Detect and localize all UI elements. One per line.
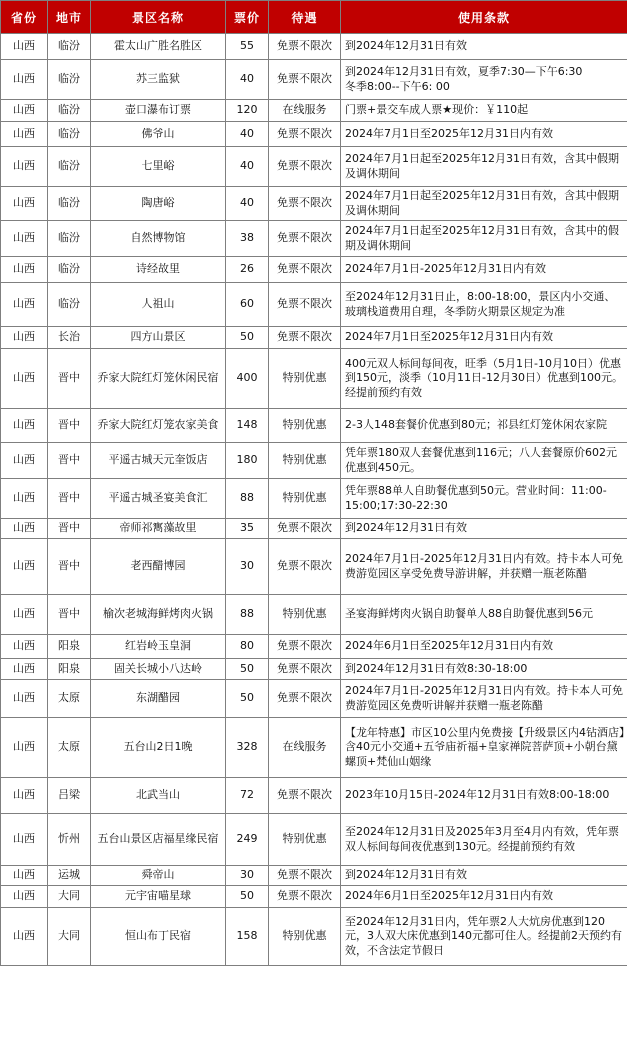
table-row xyxy=(1,519,627,539)
cell-price: 30 xyxy=(226,866,269,886)
table-row xyxy=(1,595,627,635)
table-row xyxy=(1,409,627,443)
cell-province: 山西 xyxy=(1,519,48,539)
cell-terms: 400元双人标间每间夜，旺季（5月1日-10月10日）优惠到150元，淡季（10月11日-12月30日）优惠到100元。经提前预约有效 xyxy=(341,349,627,409)
cell-terms: 2024年7月1日-2025年12月31日内有效 xyxy=(341,257,627,283)
cell-benefit: 免票不限次 xyxy=(269,539,341,595)
table-row xyxy=(1,327,627,349)
cell-city: 晋中 xyxy=(48,539,91,595)
cell-city: 吕梁 xyxy=(48,778,91,814)
cell-attraction: 苏三监狱 xyxy=(91,60,226,100)
cell-benefit: 特别优惠 xyxy=(269,479,341,519)
cell-attraction: 平遥古城天元奎饭店 xyxy=(91,443,226,479)
cell-city: 临汾 xyxy=(48,221,91,257)
cell-benefit: 免票不限次 xyxy=(269,187,341,221)
cell-city: 临汾 xyxy=(48,34,91,60)
table-row xyxy=(1,680,627,718)
cell-attraction: 固关长城小八达岭 xyxy=(91,659,226,680)
cell-province: 山西 xyxy=(1,635,48,659)
cell-benefit: 免票不限次 xyxy=(269,659,341,680)
cell-attraction: 北武当山 xyxy=(91,778,226,814)
table-row xyxy=(1,221,627,257)
cell-price: 50 xyxy=(226,886,269,908)
cell-terms: 2024年6月1日至2025年12月31日内有效 xyxy=(341,886,627,908)
cell-attraction: 榆次老城海鲜烤肉火锅 xyxy=(91,595,226,635)
cell-price: 88 xyxy=(226,479,269,519)
cell-terms: 凭年票180双人套餐优惠到116元；八人套餐原价602元优惠到450元。 xyxy=(341,443,627,479)
cell-price: 180 xyxy=(226,443,269,479)
cell-price: 38 xyxy=(226,221,269,257)
cell-city: 阳泉 xyxy=(48,659,91,680)
cell-terms: 2024年7月1日-2025年12月31日内有效。持卡本人可免费游览园区享受免费导游讲解，并获赠一瓶老陈醋 xyxy=(341,539,627,595)
cell-terms: 2024年7月1日至2025年12月31日内有效 xyxy=(341,122,627,147)
table-row xyxy=(1,257,627,283)
cell-province: 山西 xyxy=(1,257,48,283)
cell-terms: 2-3人148套餐价优惠到80元；祁县红灯笼休闲农家院 xyxy=(341,409,627,443)
cell-benefit: 特别优惠 xyxy=(269,409,341,443)
cell-province: 山西 xyxy=(1,221,48,257)
cell-city: 临汾 xyxy=(48,100,91,122)
cell-attraction: 佛爷山 xyxy=(91,122,226,147)
cell-price: 249 xyxy=(226,814,269,866)
cell-benefit: 特别优惠 xyxy=(269,595,341,635)
cell-province: 山西 xyxy=(1,443,48,479)
cell-benefit: 免票不限次 xyxy=(269,778,341,814)
cell-province: 山西 xyxy=(1,409,48,443)
cell-city: 运城 xyxy=(48,866,91,886)
cell-price: 72 xyxy=(226,778,269,814)
table-row xyxy=(1,814,627,866)
cell-benefit: 免票不限次 xyxy=(269,257,341,283)
cell-attraction: 乔家大院红灯笼农家美食 xyxy=(91,409,226,443)
cell-province: 山西 xyxy=(1,908,48,966)
cell-attraction: 老西醋博园 xyxy=(91,539,226,595)
cell-attraction: 乔家大院红灯笼休闲民宿 xyxy=(91,349,226,409)
table-row xyxy=(1,635,627,659)
cell-price: 120 xyxy=(226,100,269,122)
cell-city: 太原 xyxy=(48,680,91,718)
cell-price: 60 xyxy=(226,283,269,327)
cell-city: 大同 xyxy=(48,886,91,908)
cell-terms: 至2024年12月31日止，8:00-18:00，景区内小交通、玻璃栈道费用自理，冬季防火期景区规定为准 xyxy=(341,283,627,327)
cell-terms: 2024年7月1日起至2025年12月31日有效，含其中假期及调休期间 xyxy=(341,147,627,187)
table-row xyxy=(1,886,627,908)
cell-terms: 到2024年12月31日有效8:30-18:00 xyxy=(341,659,627,680)
cell-terms: 2024年7月1日-2025年12月31日内有效。持卡本人可免费游览园区免费听讲解并获赠一瓶老陈醋 xyxy=(341,680,627,718)
cell-province: 山西 xyxy=(1,349,48,409)
cell-province: 山西 xyxy=(1,100,48,122)
header-price: 票价 xyxy=(226,1,269,34)
cell-city: 晋中 xyxy=(48,349,91,409)
cell-province: 山西 xyxy=(1,659,48,680)
cell-attraction: 平遥古城圣宴美食汇 xyxy=(91,479,226,519)
cell-terms: 2024年6月1日至2025年12月31日内有效 xyxy=(341,635,627,659)
cell-city: 临汾 xyxy=(48,187,91,221)
cell-attraction: 自然博物馆 xyxy=(91,221,226,257)
cell-attraction: 帝师祁寯藻故里 xyxy=(91,519,226,539)
cell-terms: 2023年10月15日-2024年12月31日有效8:00-18:00 xyxy=(341,778,627,814)
cell-terms: 至2024年12月31日及2025年3月至4月内有效，凭年票双人标间每间夜优惠到130元。经提前预约有效 xyxy=(341,814,627,866)
cell-city: 晋中 xyxy=(48,595,91,635)
cell-benefit: 免票不限次 xyxy=(269,60,341,100)
cell-terms: 凭年票88单人自助餐优惠到50元。营业时间：11:00-15:00;17:30-22:30 xyxy=(341,479,627,519)
table-row xyxy=(1,34,627,60)
cell-terms: 2024年7月1日起至2025年12月31日有效，含其中的假期及调休期间 xyxy=(341,221,627,257)
table-row xyxy=(1,718,627,778)
cell-province: 山西 xyxy=(1,595,48,635)
cell-benefit: 免票不限次 xyxy=(269,327,341,349)
table-row xyxy=(1,349,627,409)
cell-attraction: 五台山2日1晚 xyxy=(91,718,226,778)
cell-attraction: 诗经故里 xyxy=(91,257,226,283)
cell-price: 80 xyxy=(226,635,269,659)
cell-price: 35 xyxy=(226,519,269,539)
cell-attraction: 陶唐峪 xyxy=(91,187,226,221)
cell-terms: 到2024年12月31日有效 xyxy=(341,866,627,886)
cell-city: 临汾 xyxy=(48,283,91,327)
cell-benefit: 免票不限次 xyxy=(269,886,341,908)
cell-province: 山西 xyxy=(1,680,48,718)
cell-price: 26 xyxy=(226,257,269,283)
table-row xyxy=(1,187,627,221)
cell-province: 山西 xyxy=(1,147,48,187)
cell-price: 55 xyxy=(226,34,269,60)
cell-city: 晋中 xyxy=(48,443,91,479)
cell-benefit: 免票不限次 xyxy=(269,34,341,60)
cell-city: 晋中 xyxy=(48,519,91,539)
table-row xyxy=(1,659,627,680)
table-row xyxy=(1,908,627,966)
cell-price: 88 xyxy=(226,595,269,635)
cell-benefit: 免票不限次 xyxy=(269,221,341,257)
cell-price: 40 xyxy=(226,187,269,221)
cell-terms: 2024年7月1日至2025年12月31日内有效 xyxy=(341,327,627,349)
cell-province: 山西 xyxy=(1,327,48,349)
cell-benefit: 在线服务 xyxy=(269,718,341,778)
cell-price: 40 xyxy=(226,122,269,147)
cell-price: 50 xyxy=(226,659,269,680)
cell-benefit: 免票不限次 xyxy=(269,519,341,539)
cell-attraction: 舜帝山 xyxy=(91,866,226,886)
cell-benefit: 特别优惠 xyxy=(269,443,341,479)
table-row xyxy=(1,283,627,327)
header-terms: 使用条款 xyxy=(341,1,627,34)
cell-province: 山西 xyxy=(1,718,48,778)
cell-benefit: 免票不限次 xyxy=(269,122,341,147)
cell-city: 临汾 xyxy=(48,257,91,283)
cell-province: 山西 xyxy=(1,34,48,60)
cell-benefit: 特别优惠 xyxy=(269,349,341,409)
cell-province: 山西 xyxy=(1,479,48,519)
cell-province: 山西 xyxy=(1,283,48,327)
cell-city: 临汾 xyxy=(48,60,91,100)
cell-price: 328 xyxy=(226,718,269,778)
cell-price: 148 xyxy=(226,409,269,443)
header-city: 地市 xyxy=(48,1,91,34)
cell-benefit: 免票不限次 xyxy=(269,283,341,327)
cell-benefit: 免票不限次 xyxy=(269,635,341,659)
cell-province: 山西 xyxy=(1,886,48,908)
table-row xyxy=(1,60,627,100)
cell-benefit: 免票不限次 xyxy=(269,680,341,718)
cell-attraction: 霍太山广胜名胜区 xyxy=(91,34,226,60)
header-attraction: 景区名称 xyxy=(91,1,226,34)
cell-price: 50 xyxy=(226,680,269,718)
table-row xyxy=(1,778,627,814)
cell-city: 临汾 xyxy=(48,122,91,147)
cell-price: 50 xyxy=(226,327,269,349)
cell-terms: 到2024年12月31日有效，夏季7:30—下午6:30 冬季8:00--下午6: 00 xyxy=(341,60,627,100)
cell-attraction: 恒山布丁民宿 xyxy=(91,908,226,966)
cell-province: 山西 xyxy=(1,814,48,866)
cell-price: 30 xyxy=(226,539,269,595)
table-row xyxy=(1,122,627,147)
cell-price: 40 xyxy=(226,60,269,100)
cell-terms: 至2024年12月31日内，凭年票2人大炕房优惠到120元，3人双大床优惠到140元都可住人。经提前2天预约有效，不含法定节假日 xyxy=(341,908,627,966)
cell-terms: 2024年7月1日起至2025年12月31日有效，含其中假期及调休期间 xyxy=(341,187,627,221)
cell-city: 临汾 xyxy=(48,147,91,187)
cell-attraction: 七里峪 xyxy=(91,147,226,187)
cell-price: 158 xyxy=(226,908,269,966)
header-row xyxy=(1,1,627,34)
cell-benefit: 免票不限次 xyxy=(269,147,341,187)
cell-attraction: 人祖山 xyxy=(91,283,226,327)
cell-attraction: 五台山景区店福星缘民宿 xyxy=(91,814,226,866)
cell-terms: 到2024年12月31日有效 xyxy=(341,34,627,60)
cell-city: 太原 xyxy=(48,718,91,778)
cell-benefit: 特别优惠 xyxy=(269,908,341,966)
cell-terms: 门票+景交车成人票★现价：￥110起 xyxy=(341,100,627,122)
cell-terms: 【龙年特惠】市区10公里内免费接【升级景区内4钻酒店】含40元小交通+五爷庙祈福+皇家禅院菩萨顶+小朝台黛螺顶+梵仙山姻缘 xyxy=(341,718,627,778)
cell-attraction: 东湖醋园 xyxy=(91,680,226,718)
cell-attraction: 四方山景区 xyxy=(91,327,226,349)
cell-benefit: 特别优惠 xyxy=(269,814,341,866)
cell-province: 山西 xyxy=(1,539,48,595)
cell-city: 长治 xyxy=(48,327,91,349)
cell-city: 忻州 xyxy=(48,814,91,866)
cell-city: 大同 xyxy=(48,908,91,966)
cell-province: 山西 xyxy=(1,122,48,147)
cell-benefit: 免票不限次 xyxy=(269,866,341,886)
table-row xyxy=(1,147,627,187)
cell-attraction: 红岩岭玉皇洞 xyxy=(91,635,226,659)
cell-province: 山西 xyxy=(1,778,48,814)
table-body xyxy=(1,34,627,966)
cell-terms: 到2024年12月31日有效 xyxy=(341,519,627,539)
cell-city: 阳泉 xyxy=(48,635,91,659)
table-row xyxy=(1,866,627,886)
cell-province: 山西 xyxy=(1,187,48,221)
cell-price: 400 xyxy=(226,349,269,409)
cell-province: 山西 xyxy=(1,866,48,886)
cell-benefit: 在线服务 xyxy=(269,100,341,122)
cell-attraction: 壶口瀑布订票 xyxy=(91,100,226,122)
cell-city: 晋中 xyxy=(48,479,91,519)
table-row xyxy=(1,100,627,122)
cell-price: 40 xyxy=(226,147,269,187)
cell-attraction: 元宇宙喵星球 xyxy=(91,886,226,908)
header-benefit: 待遇 xyxy=(269,1,341,34)
table-row xyxy=(1,539,627,595)
cell-city: 晋中 xyxy=(48,409,91,443)
table-row xyxy=(1,479,627,519)
table-row xyxy=(1,443,627,479)
cell-terms: 圣宴海鲜烤肉火锅自助餐单人88自助餐优惠到56元 xyxy=(341,595,627,635)
cell-province: 山西 xyxy=(1,60,48,100)
header-province: 省份 xyxy=(1,1,48,34)
